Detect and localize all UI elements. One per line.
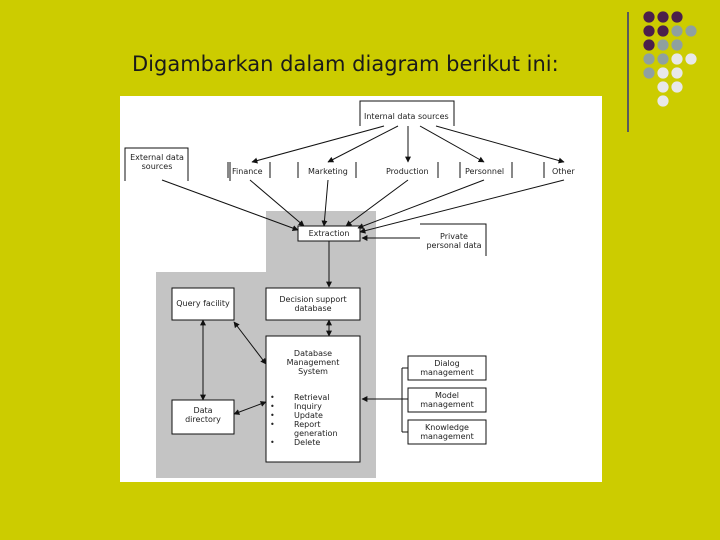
- dot: [671, 53, 682, 64]
- marketing-label: Marketing: [308, 167, 348, 176]
- dot: [643, 53, 654, 64]
- dbms-function-item: • Retrieval: [266, 393, 354, 402]
- dot: [657, 81, 668, 92]
- diagram-graphics: [120, 96, 602, 482]
- data-directory-label: Data directory: [185, 406, 221, 424]
- query-facility-label: Query facility: [176, 299, 230, 308]
- dot: [671, 81, 682, 92]
- dot: [657, 25, 668, 36]
- dialog-management-label: Dialog management: [420, 359, 474, 377]
- dot: [671, 25, 682, 36]
- dot: [685, 25, 696, 36]
- dot: [685, 53, 696, 64]
- model-management-label: Model management: [420, 391, 474, 409]
- dot: [657, 53, 668, 64]
- internal-sources-label: Internal data sources: [364, 112, 449, 121]
- dot: [657, 39, 668, 50]
- personnel-label: Personnel: [465, 167, 505, 176]
- dss-database-label: Decision support database: [279, 295, 347, 313]
- slide-title: Digambarkan dalam diagram berikut ini:: [132, 52, 559, 76]
- finance-label: Finance: [232, 167, 263, 176]
- dot: [657, 95, 668, 106]
- dot: [671, 11, 682, 22]
- dss-architecture-diagram: [120, 96, 602, 482]
- title-divider-line: [627, 12, 629, 132]
- arrow-to-finance: [252, 126, 384, 162]
- arrow-to-other: [436, 126, 564, 162]
- private-data-label: Private personal data: [426, 232, 482, 250]
- dbms-function-item: • Delete: [266, 438, 354, 447]
- external-sources-label: External data sources: [130, 153, 184, 171]
- dbms-function-item: • Update: [266, 411, 354, 420]
- production-label: Production: [386, 167, 429, 176]
- knowledge-management-label: Knowledge management: [420, 423, 474, 441]
- dot: [657, 11, 668, 22]
- decorative-dots: [636, 6, 720, 116]
- dot: [643, 11, 654, 22]
- arrow-personnel-to-extraction: [358, 180, 484, 228]
- arrow-external-to-extraction: [162, 180, 298, 230]
- dot: [671, 39, 682, 50]
- dbms-function-list: [266, 393, 354, 447]
- arrow-production-to-extraction: [346, 180, 408, 226]
- dbms-function-item: • Report generation: [266, 420, 354, 438]
- dbms-function-item: • Inquiry: [266, 402, 354, 411]
- other-label: Other: [552, 167, 575, 176]
- dot: [657, 67, 668, 78]
- dot: [671, 67, 682, 78]
- shaded-area-upper: [266, 211, 376, 281]
- extraction-label: Extraction: [308, 229, 350, 238]
- arrow-to-personnel: [420, 126, 484, 162]
- dot: [643, 67, 654, 78]
- dot: [643, 39, 654, 50]
- dot: [643, 25, 654, 36]
- dbms-label: Database Management System: [286, 349, 340, 376]
